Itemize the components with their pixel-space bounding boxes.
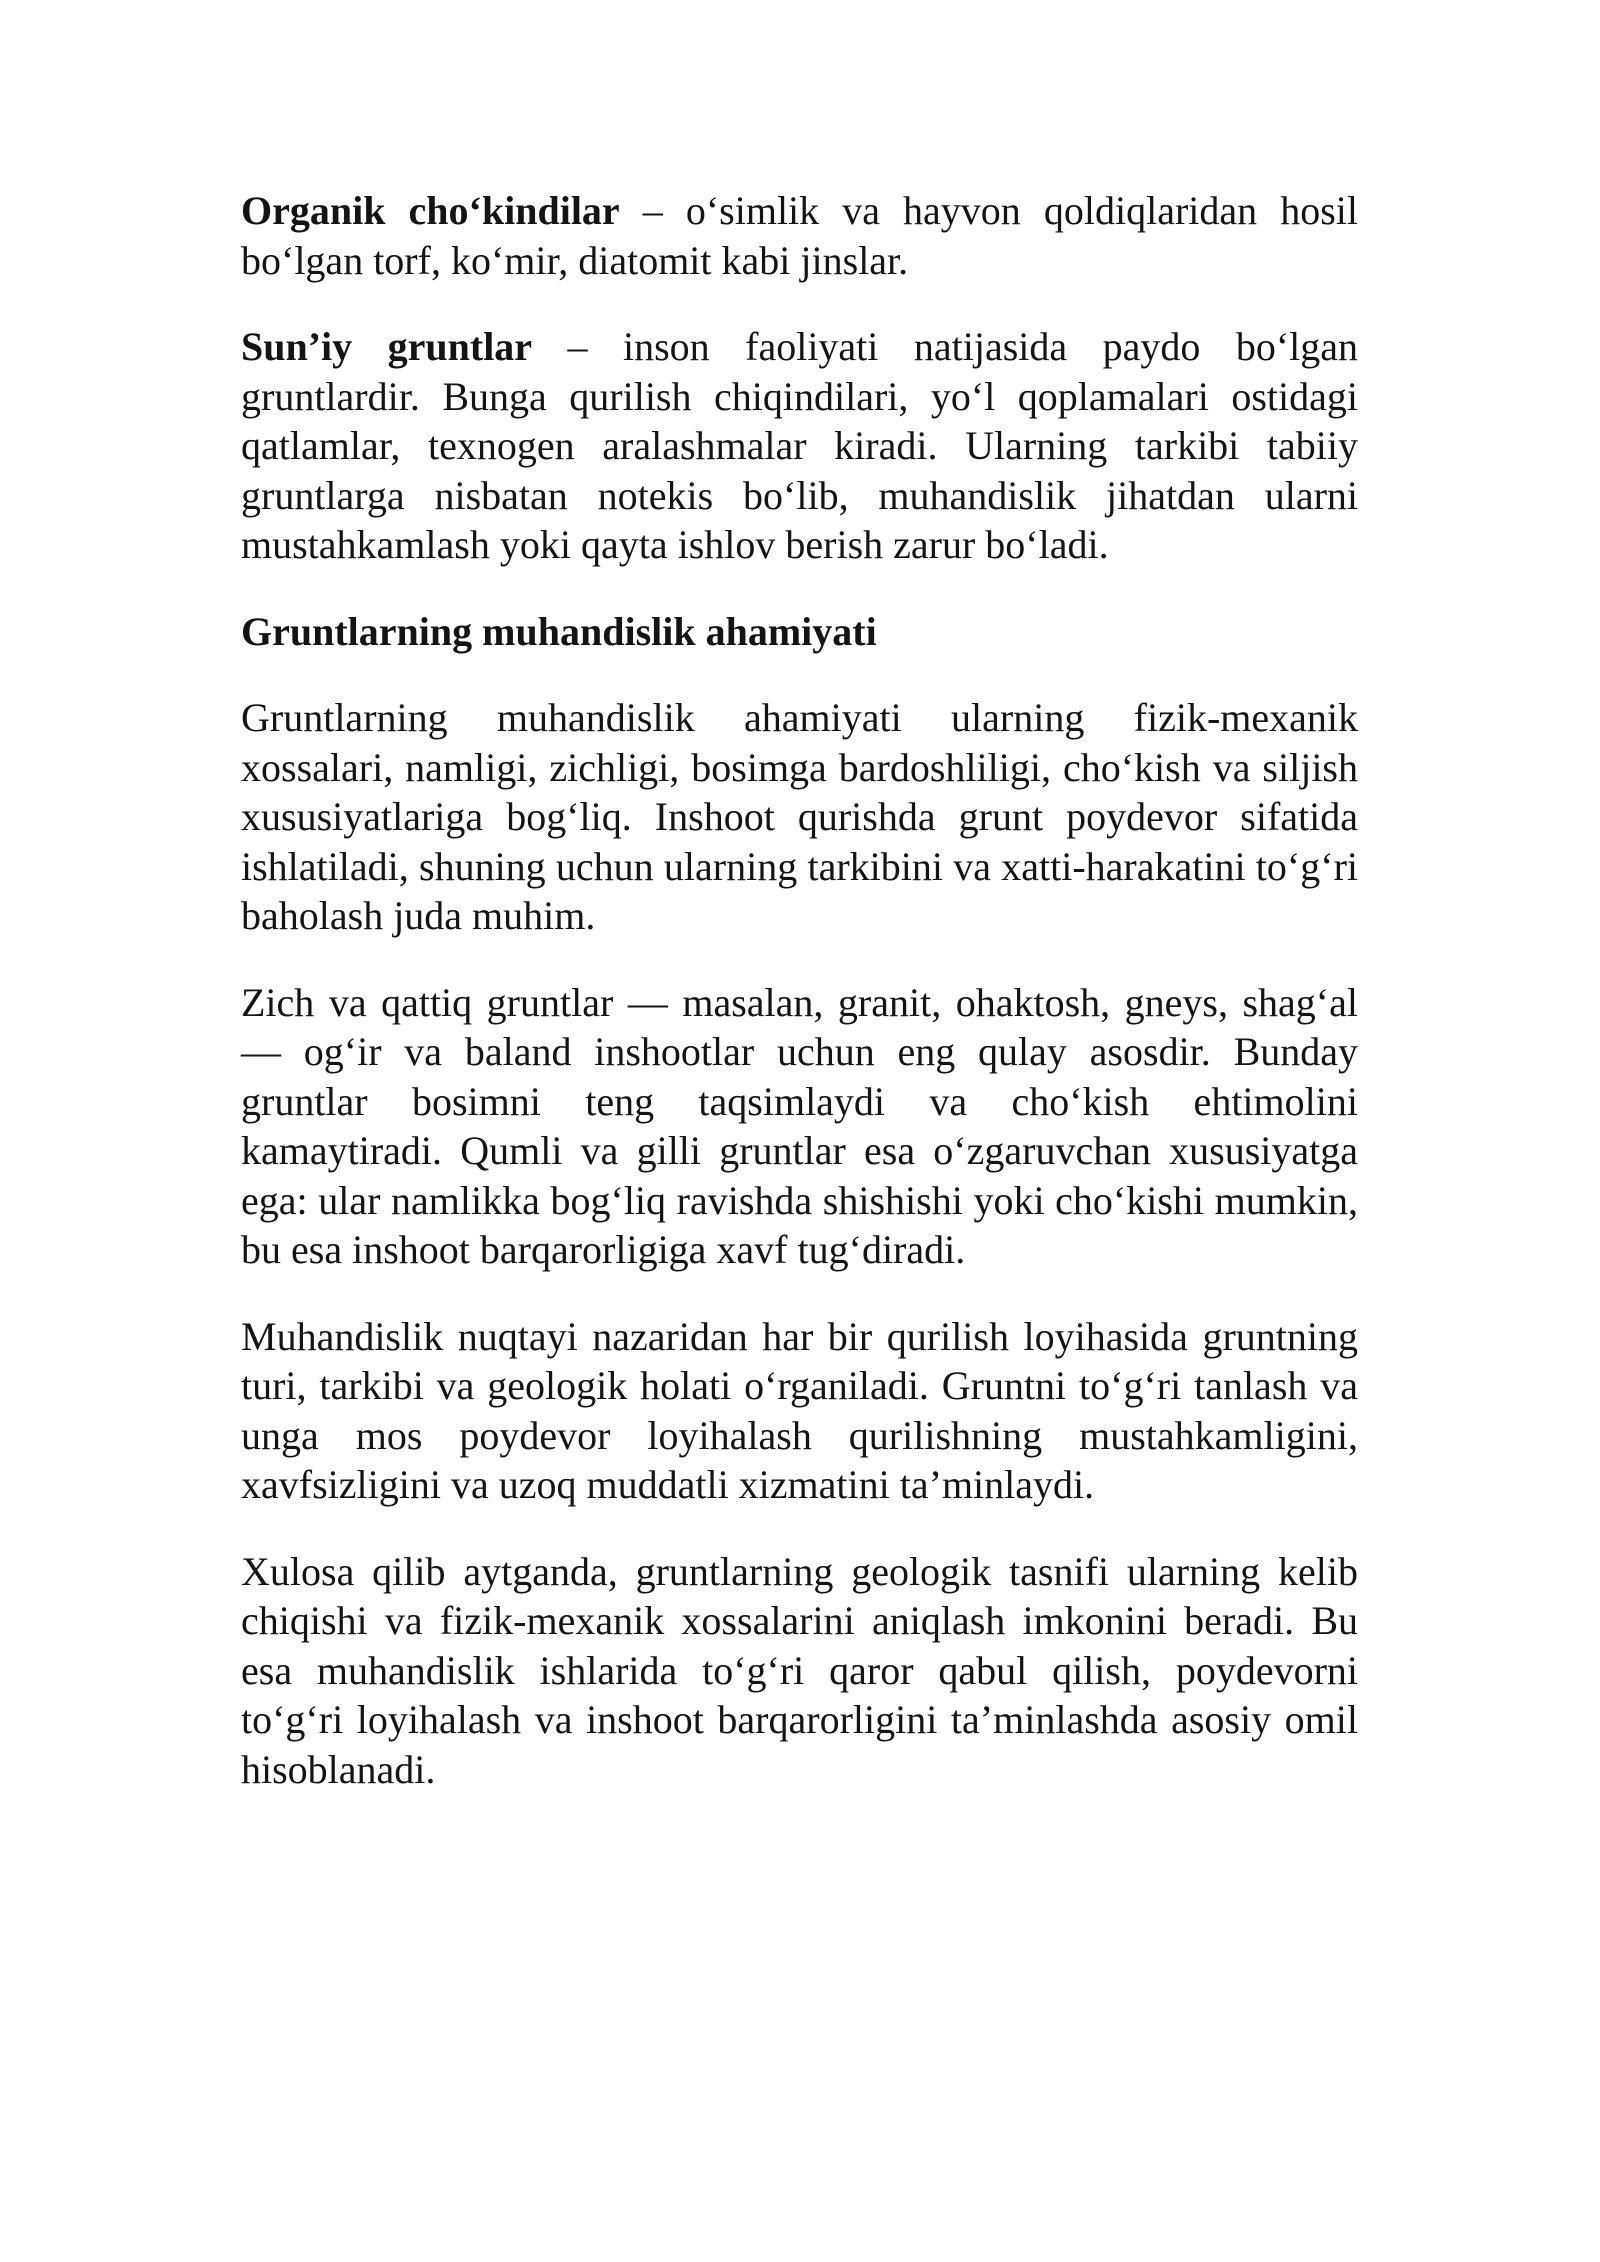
definition-suniy: – inson faoliyati natijasida paydo bo‘lgan gruntlardir. Bunga qurilish chiqindilari, yo‘l qoplamalari ostidagi qatlamlar, texnogen aralashmalar kiradi. Ularning tarkibi tabiiy gruntlarga nisbatan notekis bo‘lib, muhandislik jihatdan ularni mustahkamlash yoki qayta ishlov berish zarur bo‘ladi. (241, 324, 1359, 567)
body-paragraph: Xulosa qilib aytganda, gruntlarning geologik tasnifi ularning kelib chiqishi va fizik-mexanik xossalarini aniqlash imkonini beradi. Bu esa muhandislik ishlarida to‘g‘ri qaror qabul qilish, poydevorni to‘g‘ri loyihalash va inshoot barqarorligini ta’minlashda asosiy omil hisoblanadi. (241, 1548, 1358, 1792)
term-organik: Organik cho‘kindilar (241, 188, 620, 233)
paragraph-organik (241, 186, 1358, 285)
term-suniy: Sun’iy gruntlar (241, 324, 533, 369)
document-page (241, 186, 1358, 1831)
definition-organik: – o‘simlik va hayvon qoldiqlaridan hosil bo‘lgan torf, ko‘mir, diatomit kabi jinslar. (241, 188, 1359, 283)
paragraph-suniy (241, 322, 1358, 570)
section-heading: Gruntlarning muhandislik ahamiyati (241, 608, 877, 654)
body-paragraph: Gruntlarning muhandislik ahamiyati ularning fizik-mexanik xossalari, namligi, zichligi, bosimga bardoshliligi, cho‘kish va siljish xususiyatlariga bog‘liq. Inshoot qurishda grunt poydevor sifatida ishlatiladi, shuning uchun ularning tarkibini va xatti-harakatini to‘g‘ri baholash juda muhim. (241, 695, 1358, 938)
body-paragraph: Muhandislik nuqtayi nazaridan har bir qurilish loyihasida gruntning turi, tarkibi va geologik holati o‘rganiladi. Gruntni to‘g‘ri tanlash va unga mos poydevor loyihalash qurilishning mustahkamligini, xavfsizligini va uzoq muddatli xizmatini ta’minlaydi. (241, 1313, 1358, 1507)
body-paragraph: Zich va qattiq gruntlar — masalan, granit, ohaktosh, gneys, shag‘al — og‘ir va baland inshootlar uchun eng qulay asosdir. Bunday gruntlar bosimni teng taqsimlaydi va cho‘kish ehtimolini kamaytiradi. Qumli va gilli gruntlar esa o‘zgaruvchan xususiyatga ega: ular namlikka bog‘liq ravishda shishishi yoki cho‘kishi mumkin, bu esa inshoot barqarorligiga xavf tug‘diradi. (241, 979, 1358, 1272)
